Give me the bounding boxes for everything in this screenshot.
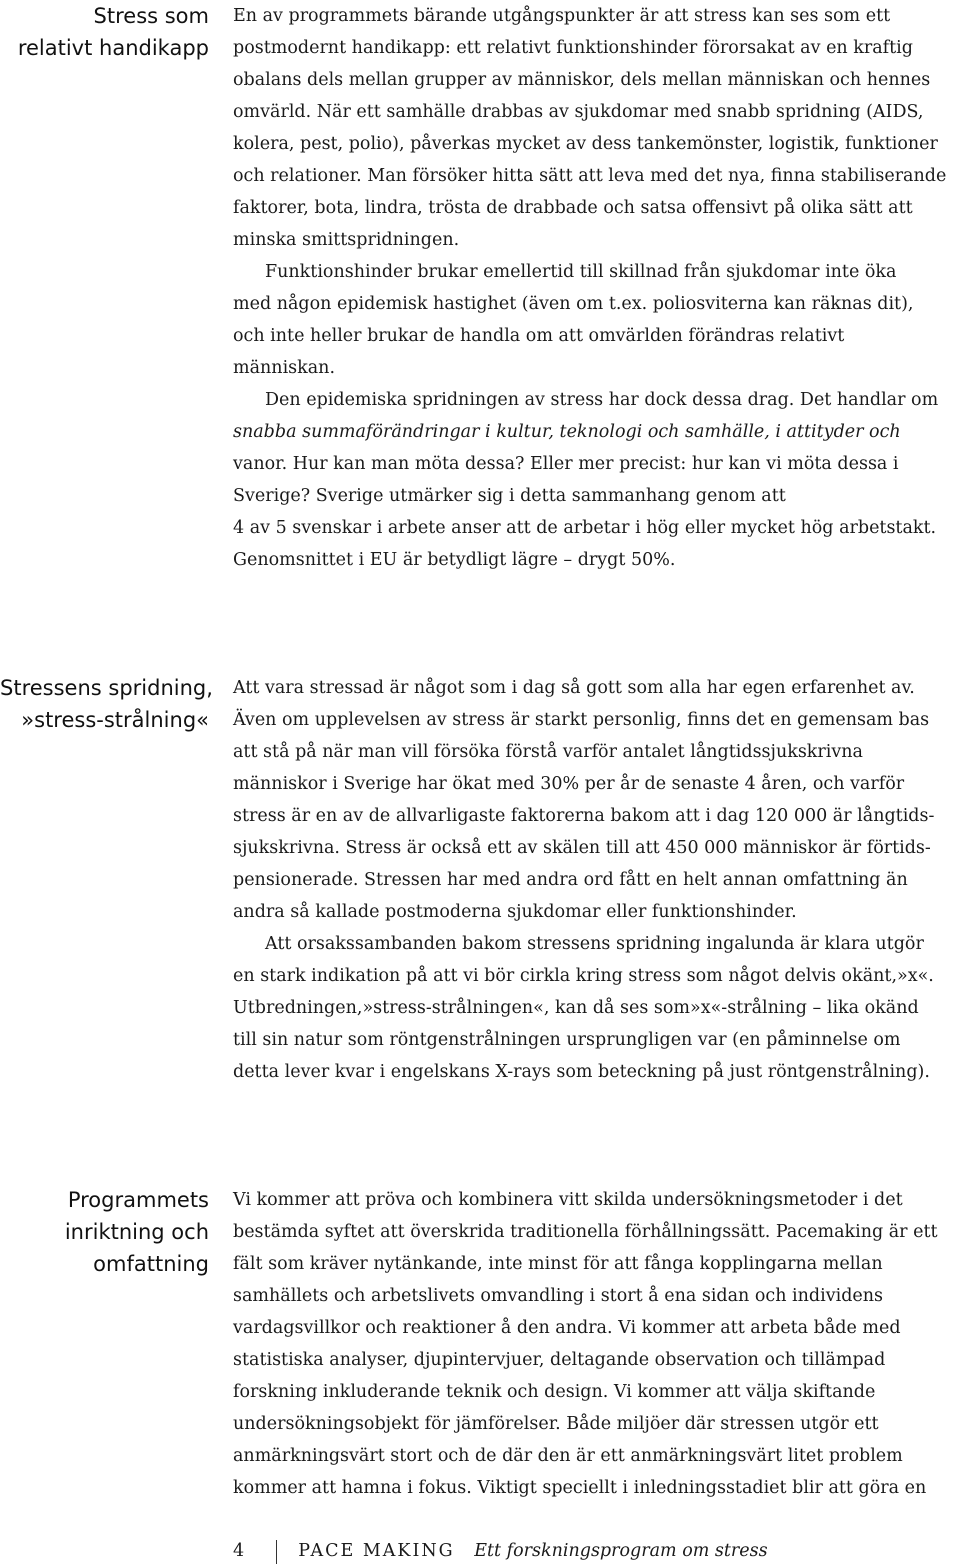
body-line: forskning inkluderande teknik och design. Vi kommer att välja skiftande [233,1382,876,1402]
body-line: Vi kommer att pröva och kombinera vitt skilda undersökningsmetoder i det [233,1190,903,1210]
body-line: minska smittspridningen. [233,230,460,250]
body-line: detta lever kvar i engelskans X-rays som beteckning på just röntgenstrålning). [233,1062,930,1082]
section-body-stress-spread [233,672,960,1088]
section-body-program-focus [233,1184,960,1504]
body-line: Den epidemiska spridningen av stress har dock dessa drag. Det handlar om [265,390,939,410]
heading-line: »stress-strålning« [21,708,209,732]
page-number: 4 [233,1541,245,1561]
body-line: andra så kallade postmoderna sjukdomar eller funktionshinder. [233,902,797,922]
body-line: fält som kräver nytänkande, inte minst för att fånga kopplingarna mellan [233,1254,883,1274]
body-line: människan. [233,358,336,378]
body-line: postmodernt handikapp: ett relativt funktionshinder förorsakat av en kraftig [233,38,913,58]
body-line: till sin natur som röntgenstrålningen ursprungligen var (en påminnelse om [233,1030,901,1050]
heading-line: inriktning och [64,1220,209,1244]
footer-subtitle: Ett forskningsprogram om stress [474,1541,768,1561]
heading-line: Stress som [93,4,209,28]
page-footer [233,1536,768,1566]
body-line: kolera, pest, polio), påverkas mycket av dess tankemönster, logistik, funktioner [233,134,938,154]
body-line: samhällets och arbetslivets omvandling i stort å ena sidan och individens [233,1286,884,1306]
heading-line: relativt handikapp [17,36,209,60]
heading-line: Stressens spridning, [0,676,213,700]
body-line: anmärkningsvärt stort och de där den är ett anmärkningsvärt litet problem [233,1446,903,1466]
body-line: vanor. Hur kan man möta dessa? Eller mer precist: hur kan vi möta dessa i [233,454,899,474]
body-line: Genomsnittet i EU är betydligt lägre – drygt 50%. [233,550,676,570]
section-heading-stress-handicap [0,0,209,64]
footer-brand: PACE MAKING [298,1541,455,1561]
footer-divider [276,1540,277,1564]
body-line: En av programmets bärande utgångspunkter är att stress kan ses som ett [233,6,891,26]
body-line: snabba summaförändringar i kultur, teknologi och samhälle, i attityder och [233,422,901,442]
body-line: Funktionshinder brukar emellertid till skillnad från sjukdomar inte öka [265,262,897,282]
body-line: Sverige? Sverige utmärker sig i detta sammanhang genom att [233,486,786,506]
section-heading-program-focus [0,1184,209,1280]
body-line: sjukskrivna. Stress är också ett av skälen till att 450 000 människor är förtids- [233,838,931,858]
body-line: vardagsvillkor och reaktioner å den andra. Vi kommer att arbeta både med [233,1318,901,1338]
body-line: att stå på när man vill försöka förstå varför antalet långtidssjukskrivna [233,742,863,762]
heading-line: omfattning [93,1252,209,1276]
body-line: människor i Sverige har ökat med 30% per år de senaste 4 åren, och varför [233,774,905,794]
body-line: stress är en av de allvarligaste faktorerna bakom att i dag 120 000 är långtids- [233,806,935,826]
body-line: Även om upplevelsen av stress är starkt personlig, finns det en gemensam bas [233,710,930,730]
body-line: Att orsakssambanden bakom stressens spridning ingalunda är klara utgör [265,934,924,954]
body-line: kommer att hamna i fokus. Viktigt speciellt i inledningsstadiet blir att göra en [233,1478,927,1498]
body-line: omvärld. När ett samhälle drabbas av sjukdomar med snabb spridning (AIDS, [233,102,924,122]
section-body-stress-handicap [233,0,960,576]
body-line: pensionerade. Stressen har med andra ord fått en helt annan omfattning än [233,870,908,890]
body-line: en stark indikation på att vi bör cirkla kring stress som något delvis okänt,»x«. [233,966,934,986]
body-line: Utbredningen,»stress-strålningen«, kan då ses som»x«-strålning – lika okänd [233,998,919,1018]
body-line: med någon epidemisk hastighet (även om t.ex. poliosviterna kan räknas dit), [233,294,914,314]
section-heading-stress-spread [0,672,213,736]
body-line: statistiska analyser, djupintervjuer, deltagande observation och tillämpad [233,1350,886,1370]
heading-line: Programmets [67,1188,209,1212]
body-line: och relationer. Man försöker hitta sätt att leva med det nya, finna stabiliserande [233,166,947,186]
body-line: obalans dels mellan grupper av människor, dels mellan människan och hennes [233,70,931,90]
body-line: bestämda syftet att överskrida traditionella förhållningssätt. Pacemaking är ett [233,1222,938,1242]
body-line: Att vara stressad är något som i dag så gott som alla har egen erfarenhet av. [233,678,915,698]
body-line: undersökningsobjekt för jämförelser. Både miljöer där stressen utgör ett [233,1414,879,1434]
body-line: och inte heller brukar de handla om att omvärlden förändras relativt [233,326,845,346]
body-line: faktorer, bota, lindra, trösta de drabbade och satsa offensivt på olika sätt att [233,198,913,218]
body-line: 4 av 5 svenskar i arbete anser att de arbetar i hög eller mycket hög arbetstakt. [233,518,937,538]
